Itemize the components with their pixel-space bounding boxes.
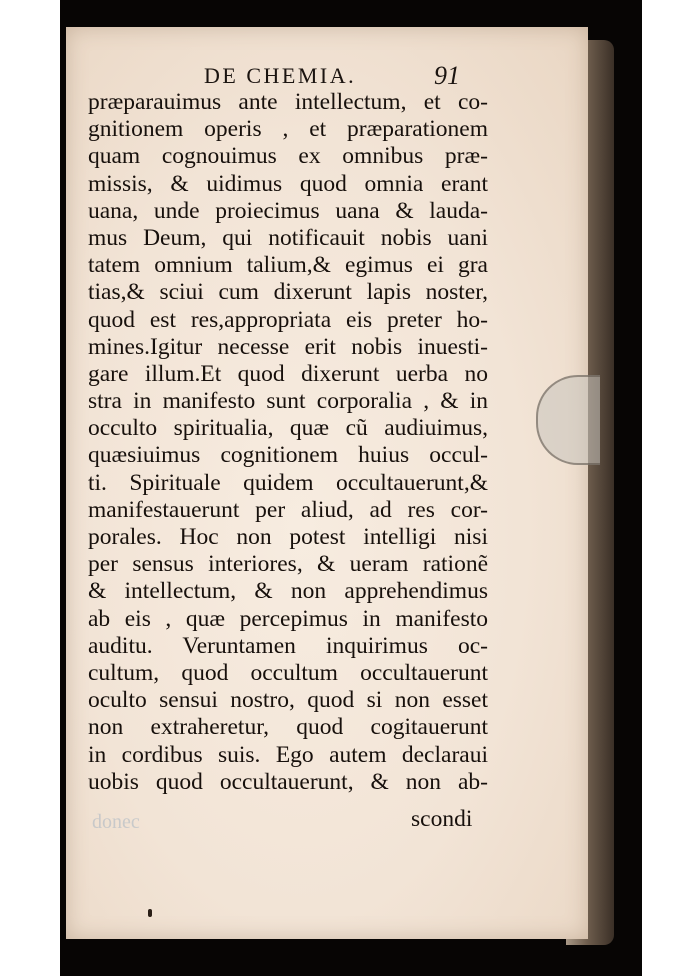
body-text	[88, 89, 488, 796]
text-line: quæsiuimus cognitionem huius occul-	[88, 442, 488, 469]
text-line: mus Deum, qui notificauit nobis uani	[88, 224, 488, 251]
text-line: cultum, quod occultum occultauerunt	[88, 659, 488, 686]
text-line: tias,& sciui cum dixerunt lapis noster,	[88, 279, 488, 306]
text-line: per sensus interiores, & ueram rationẽ	[88, 551, 488, 578]
text-line: oculto sensui nostro, quod si non esset	[88, 687, 488, 714]
text-line: in cordibus suis. Ego autem declaraui	[88, 741, 488, 768]
text-line: quam cognouimus ex omnibus præ-	[88, 143, 488, 170]
text-line: gnitionem operis , et præparationem	[88, 116, 488, 143]
ink-spot	[148, 909, 152, 917]
page-number: 91	[434, 61, 460, 90]
text-line: manifestauerunt per aliud, ad res cor-	[88, 496, 488, 523]
text-line: mines.Igitur necesse erit nobis inuesti-	[88, 333, 488, 360]
book-page	[66, 27, 588, 939]
text-line: auditu. Veruntamen inquirimus oc-	[88, 632, 488, 659]
text-line: tatem omnium talium,& egimus ei gra	[88, 252, 488, 279]
text-line: ti. Spirituale quidem occultauerunt,&	[88, 469, 488, 496]
bleed-through-text: donec	[92, 811, 140, 833]
page-tab-marker	[536, 375, 600, 465]
text-line: missis, & uidimus quod omnia erant	[88, 170, 488, 197]
text-line: porales. Hoc non potest intelligi nisi	[88, 524, 488, 550]
text-line: occulto spiritualia, quæ cũ audiuimus,	[88, 415, 488, 442]
catchword: scondi	[411, 806, 473, 832]
text-line: quod est res,appropriata eis preter ho-	[88, 306, 488, 333]
running-title: DE CHEMIA.	[204, 63, 357, 88]
text-line: uobis quod occultauerunt, & non ab-	[88, 768, 488, 795]
text-line: gare illum.Et quod dixerunt uerba no	[88, 360, 488, 387]
text-line: stra in manifesto sunt corporalia , & in	[88, 388, 488, 415]
text-line: & intellectum, & non apprehendimus	[88, 578, 488, 605]
text-line: ab eis , quæ percepimus in manifesto	[88, 605, 488, 632]
text-line: non extraheretur, quod cogitauerunt	[88, 714, 488, 741]
text-line: uana, unde proiecimus uana & lauda-	[88, 197, 488, 224]
text-line: præparauimus ante intellectum, et co-	[88, 89, 488, 115]
